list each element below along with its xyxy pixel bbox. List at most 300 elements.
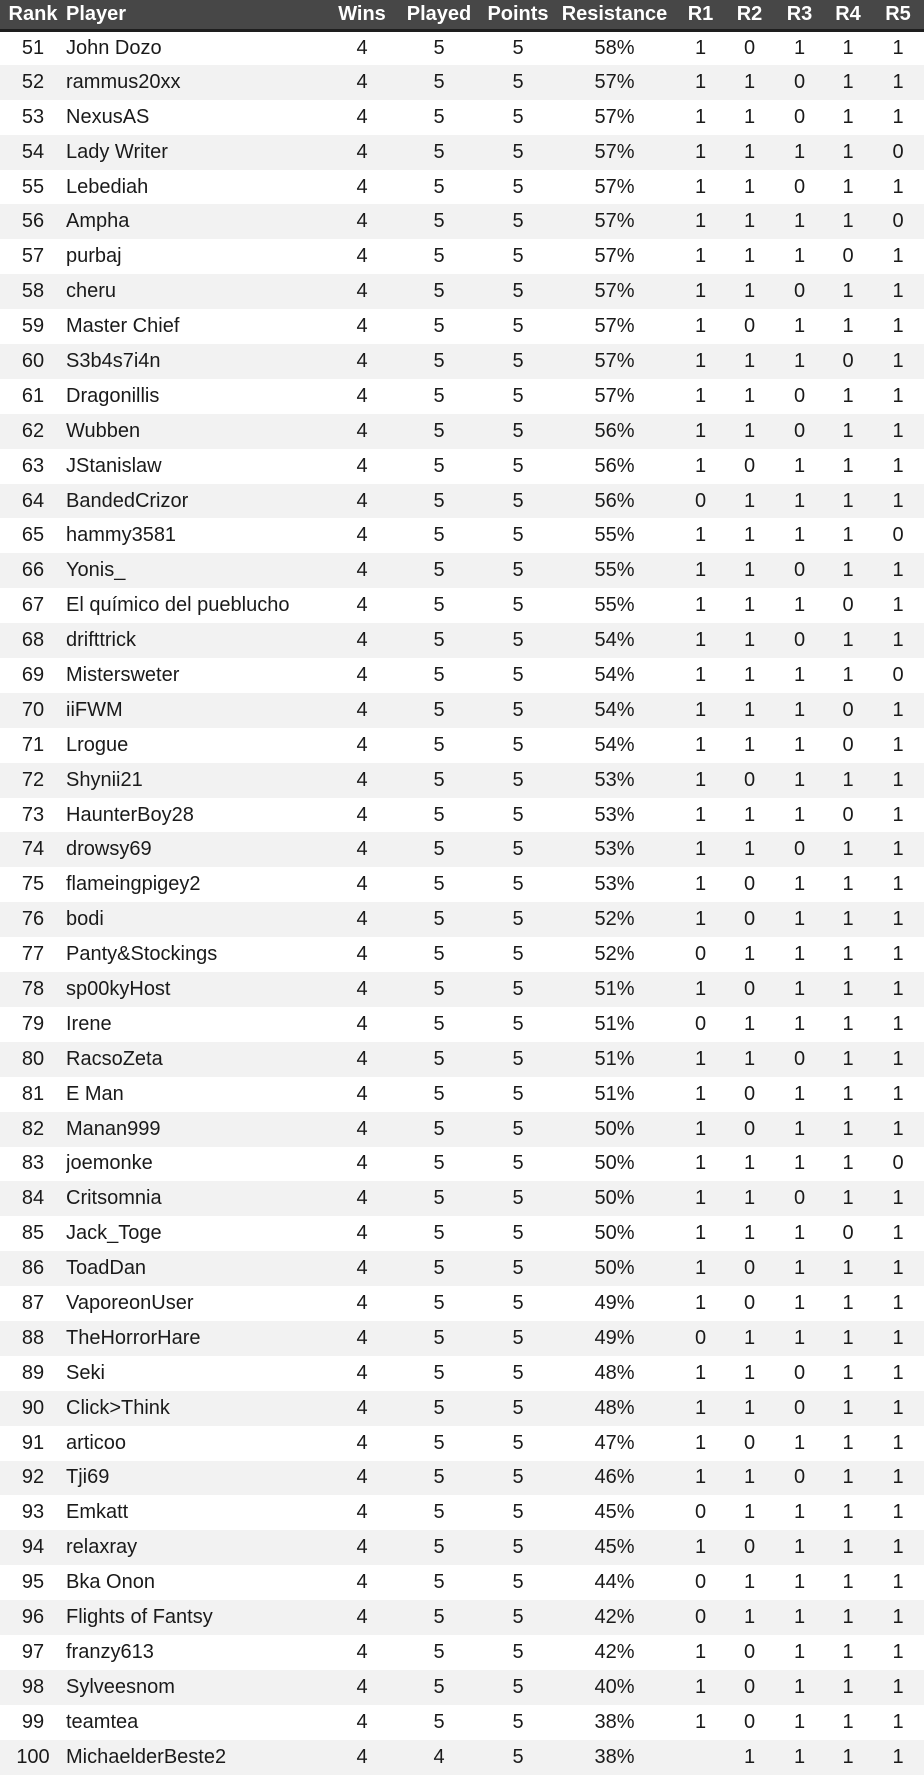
rank-cell: 70: [21, 698, 45, 721]
table-row: [0, 170, 924, 205]
points-cell: 5: [512, 698, 524, 721]
r1-cell: 1: [694, 1640, 707, 1663]
header-wins[interactable]: Wins: [338, 2, 386, 25]
played-cell: 5: [433, 733, 445, 756]
r1-cell: 1: [694, 105, 707, 128]
played-cell: 5: [433, 1396, 445, 1419]
r3-cell: 1: [793, 977, 806, 1000]
player-cell: Seki: [66, 1361, 105, 1384]
player-cell: iiFWM: [66, 698, 123, 721]
wins-cell: 4: [356, 768, 368, 791]
r2-cell: 1: [743, 349, 756, 372]
r1-cell: 1: [694, 1152, 707, 1175]
r4-cell: 1: [842, 977, 854, 1000]
r3-cell: 1: [793, 1745, 806, 1768]
points-cell: 5: [512, 1222, 524, 1245]
r1-cell: 1: [694, 977, 707, 1000]
wins-cell: 4: [356, 36, 368, 59]
resistance-cell: 57%: [594, 175, 635, 198]
wins-cell: 4: [356, 559, 368, 582]
resistance-cell: 49%: [594, 1292, 635, 1314]
r2-cell: 1: [743, 175, 756, 198]
table-row: [0, 1007, 924, 1042]
r2-cell: 0: [743, 36, 756, 59]
r3-cell: 1: [793, 1082, 806, 1105]
rank-cell: 77: [21, 943, 45, 966]
wins-cell: 4: [356, 315, 368, 338]
played-cell: 5: [433, 1082, 445, 1105]
r5-cell: 1: [892, 559, 904, 582]
resistance-cell: 56%: [594, 489, 635, 512]
points-cell: 5: [512, 1257, 524, 1280]
r2-cell: 1: [743, 384, 756, 407]
header-r1[interactable]: R1: [687, 2, 714, 25]
points-cell: 5: [512, 384, 524, 407]
r1-cell: 1: [694, 1082, 707, 1105]
r5-cell: 0: [892, 140, 904, 163]
r1-cell: 1: [694, 524, 707, 547]
r4-cell: 1: [842, 838, 854, 861]
r1-cell: 0: [694, 1501, 707, 1524]
player-cell: franzy613: [66, 1640, 154, 1663]
r4-cell: 0: [842, 245, 854, 268]
played-cell: 5: [433, 419, 445, 442]
player-cell: NexusAS: [66, 105, 150, 128]
wins-cell: 4: [356, 70, 368, 93]
table-row: [0, 588, 924, 623]
r2-cell: 1: [743, 1571, 756, 1594]
points-cell: 5: [512, 908, 524, 931]
r5-cell: 1: [892, 1571, 904, 1594]
table-row: [0, 1251, 924, 1286]
player-cell: drowsy69: [66, 838, 152, 861]
r4-cell: 1: [842, 1745, 854, 1768]
played-cell: 5: [433, 977, 445, 1000]
table-row: [0, 553, 924, 588]
r1-cell: 1: [694, 36, 707, 59]
wins-cell: 4: [356, 105, 368, 128]
r2-cell: 0: [743, 1710, 756, 1733]
resistance-cell: 49%: [594, 1326, 635, 1349]
r1-cell: 0: [694, 1326, 707, 1349]
r1-cell: 1: [694, 1047, 707, 1070]
table-row: [0, 1495, 924, 1530]
player-cell: relaxray: [66, 1536, 138, 1559]
r4-cell: 0: [842, 349, 854, 372]
rank-cell: 72: [21, 768, 45, 791]
table-row: [0, 135, 924, 170]
wins-cell: 4: [356, 1710, 368, 1733]
r2-cell: 1: [743, 629, 756, 652]
r2-cell: 1: [743, 1047, 756, 1070]
player-cell: BandedCrizor: [66, 489, 189, 512]
r1-cell: 1: [694, 1222, 707, 1245]
points-cell: 5: [512, 1710, 524, 1733]
table-row: [0, 972, 924, 1007]
player-cell: VaporeonUser: [66, 1292, 194, 1314]
played-cell: 5: [433, 489, 445, 512]
r2-cell: 1: [743, 489, 756, 512]
r5-cell: 1: [892, 943, 904, 966]
r5-cell: 1: [892, 1361, 904, 1384]
r1-cell: 1: [694, 1466, 707, 1489]
points-cell: 5: [512, 768, 524, 791]
rank-cell: 55: [21, 175, 45, 198]
played-cell: 5: [433, 873, 445, 896]
table-row: [0, 902, 924, 937]
r3-cell: 0: [793, 559, 806, 582]
r3-cell: 1: [793, 315, 806, 338]
rank-cell: 63: [21, 454, 45, 477]
rank-cell: 80: [21, 1047, 45, 1070]
rank-cell: 57: [21, 245, 45, 268]
r5-cell: 1: [892, 977, 904, 1000]
player-cell: Ampha: [66, 210, 130, 233]
resistance-cell: 58%: [594, 36, 635, 59]
r4-cell: 1: [842, 1047, 854, 1070]
played-cell: 5: [433, 1536, 445, 1559]
r2-cell: 1: [743, 210, 756, 233]
resistance-cell: 45%: [594, 1536, 635, 1559]
table-row: [0, 100, 924, 135]
r4-cell: 1: [842, 210, 854, 233]
played-cell: 5: [433, 524, 445, 547]
table-row: [0, 1286, 924, 1321]
r1-cell: 1: [694, 838, 707, 861]
r2-cell: 1: [743, 803, 756, 826]
r4-cell: 1: [842, 1292, 854, 1314]
r4-cell: 1: [842, 105, 854, 128]
points-cell: 5: [512, 1640, 524, 1663]
r2-cell: 1: [743, 1152, 756, 1175]
r2-cell: 1: [743, 698, 756, 721]
r3-cell: 1: [793, 943, 806, 966]
r2-cell: 0: [743, 977, 756, 1000]
table-body: [0, 30, 924, 1775]
player-cell: John Dozo: [66, 36, 162, 59]
played-cell: 5: [433, 1361, 445, 1384]
r3-cell: 1: [793, 698, 806, 721]
r4-cell: 1: [842, 524, 854, 547]
resistance-cell: 48%: [594, 1396, 635, 1419]
r3-cell: 1: [793, 1431, 806, 1454]
table-row: [0, 344, 924, 379]
wins-cell: 4: [356, 419, 368, 442]
header-resistance[interactable]: Resistance: [561, 2, 668, 25]
r5-cell: 1: [892, 1047, 904, 1070]
player-cell: drifttrick: [66, 629, 136, 652]
r1-cell: 0: [694, 943, 707, 966]
table-header: [0, 0, 924, 30]
r4-cell: 1: [842, 1152, 854, 1175]
player-cell: Lebediah: [66, 175, 149, 198]
r4-cell: 1: [842, 36, 854, 59]
rank-cell: 74: [21, 838, 45, 861]
points-cell: 5: [512, 629, 524, 652]
points-cell: 5: [512, 1152, 524, 1175]
player-cell: TheHorrorHare: [66, 1326, 201, 1349]
r5-cell: 1: [892, 1396, 904, 1419]
table-row: [0, 204, 924, 239]
r1-cell: [677, 1740, 724, 1775]
r4-cell: 0: [842, 698, 854, 721]
r1-cell: 1: [694, 1536, 707, 1559]
r3-cell: 1: [793, 1501, 806, 1524]
r5-cell: 1: [892, 1501, 904, 1524]
played-cell: 4: [433, 1745, 445, 1768]
played-cell: 5: [433, 1640, 445, 1663]
rank-cell: 73: [21, 803, 45, 826]
played-cell: 5: [433, 140, 445, 163]
points-cell: 5: [512, 140, 524, 163]
r4-cell: 1: [842, 1396, 854, 1419]
player-cell: joemonke: [66, 1152, 153, 1175]
player-cell: Dragonillis: [66, 384, 160, 407]
rank-cell: 79: [21, 1012, 45, 1035]
player-cell: Wubben: [66, 419, 141, 442]
table-row: [0, 1077, 924, 1112]
r4-cell: 1: [842, 629, 854, 652]
rank-cell: 61: [21, 384, 45, 407]
points-cell: 5: [512, 1047, 524, 1070]
played-cell: 5: [433, 1012, 445, 1035]
rank-cell: 76: [21, 908, 45, 931]
player-cell: Lrogue: [66, 733, 129, 756]
resistance-cell: 54%: [594, 698, 635, 721]
player-cell: purbaj: [66, 245, 122, 268]
r2-cell: 0: [743, 315, 756, 338]
rank-cell: 78: [21, 977, 45, 1000]
resistance-cell: 51%: [594, 1012, 635, 1035]
r5-cell: 0: [892, 663, 904, 686]
wins-cell: 4: [356, 1501, 368, 1524]
wins-cell: 4: [356, 349, 368, 372]
player-cell: Master Chief: [66, 315, 180, 338]
r3-cell: 1: [793, 1606, 806, 1629]
played-cell: 5: [433, 663, 445, 686]
points-cell: 5: [512, 1571, 524, 1594]
resistance-cell: 42%: [594, 1606, 635, 1629]
r4-cell: 1: [842, 1012, 854, 1035]
r5-cell: 1: [892, 315, 904, 338]
r5-cell: 1: [892, 1187, 904, 1210]
wins-cell: 4: [356, 838, 368, 861]
points-cell: 5: [512, 280, 524, 303]
points-cell: 5: [512, 1536, 524, 1559]
rank-cell: 71: [21, 733, 45, 756]
r2-cell: 1: [743, 1396, 756, 1419]
r1-cell: 1: [694, 1292, 707, 1314]
table-row: [0, 1635, 924, 1670]
played-cell: 5: [433, 698, 445, 721]
points-cell: 5: [512, 419, 524, 442]
r4-cell: 1: [842, 140, 854, 163]
rank-cell: 81: [21, 1082, 45, 1105]
table-row: [0, 1600, 924, 1635]
r2-cell: 0: [743, 1292, 756, 1314]
table-row: [0, 1740, 924, 1775]
points-cell: 5: [512, 1012, 524, 1035]
table-row: [0, 1565, 924, 1600]
table-row: [0, 309, 924, 344]
r2-cell: 1: [743, 70, 756, 93]
points-cell: 5: [512, 454, 524, 477]
rank-cell: 86: [21, 1257, 45, 1280]
resistance-cell: 51%: [594, 1082, 635, 1105]
rank-cell: 96: [21, 1606, 45, 1629]
points-cell: 5: [512, 70, 524, 93]
r2-cell: 1: [743, 1501, 756, 1524]
r3-cell: 1: [793, 1536, 806, 1559]
resistance-cell: 55%: [594, 594, 635, 617]
r2-cell: 0: [743, 1536, 756, 1559]
player-cell: articoo: [66, 1431, 127, 1454]
resistance-cell: 57%: [594, 384, 635, 407]
rank-cell: 85: [21, 1222, 45, 1245]
wins-cell: 4: [356, 1466, 368, 1489]
r3-cell: 0: [793, 384, 806, 407]
resistance-cell: 56%: [594, 454, 635, 477]
table-row: [0, 937, 924, 972]
points-cell: 5: [512, 1187, 524, 1210]
player-cell: E Man: [66, 1082, 124, 1105]
table-row: [0, 518, 924, 553]
r2-cell: 1: [743, 105, 756, 128]
header-rank[interactable]: Rank: [8, 2, 58, 25]
player-cell: Emkatt: [66, 1501, 129, 1524]
r3-cell: 1: [793, 1012, 806, 1035]
rank-cell: 65: [21, 524, 45, 547]
player-cell: Click>Think: [66, 1396, 170, 1419]
r4-cell: 0: [842, 733, 854, 756]
r1-cell: 1: [694, 733, 707, 756]
player-cell: bodi: [66, 908, 104, 931]
r3-cell: 0: [793, 1187, 806, 1210]
wins-cell: 4: [356, 629, 368, 652]
wins-cell: 4: [356, 140, 368, 163]
resistance-cell: 57%: [594, 210, 635, 233]
r4-cell: 1: [842, 1675, 854, 1698]
header-r3[interactable]: R3: [786, 2, 813, 25]
rank-cell: 69: [21, 663, 45, 686]
wins-cell: 4: [356, 1012, 368, 1035]
r5-cell: 1: [892, 1082, 904, 1105]
r2-cell: 1: [743, 943, 756, 966]
points-cell: 5: [512, 663, 524, 686]
table-row: [0, 1321, 924, 1356]
rank-cell: 88: [21, 1326, 45, 1349]
r1-cell: 1: [694, 315, 707, 338]
header-r4[interactable]: R4: [835, 2, 861, 25]
points-cell: 5: [512, 594, 524, 617]
played-cell: 5: [433, 768, 445, 791]
played-cell: 5: [433, 105, 445, 128]
r2-cell: 0: [743, 1082, 756, 1105]
wins-cell: 4: [356, 1187, 368, 1210]
table-row: [0, 1426, 924, 1461]
r5-cell: 1: [892, 36, 904, 59]
r2-cell: 1: [743, 1222, 756, 1245]
r3-cell: 1: [793, 489, 806, 512]
r1-cell: 1: [694, 908, 707, 931]
r2-cell: 1: [743, 838, 756, 861]
wins-cell: 4: [356, 1257, 368, 1280]
rank-cell: 59: [21, 315, 45, 338]
header-player[interactable]: Player: [66, 2, 127, 25]
resistance-cell: 57%: [594, 105, 635, 128]
resistance-cell: 57%: [594, 315, 635, 338]
header-r5[interactable]: R5: [885, 2, 911, 25]
r1-cell: 1: [694, 559, 707, 582]
played-cell: 5: [433, 803, 445, 826]
wins-cell: 4: [356, 1082, 368, 1105]
header-r2[interactable]: R2: [736, 2, 763, 25]
r2-cell: 1: [743, 524, 756, 547]
player-cell: RacsoZeta: [66, 1047, 163, 1070]
table-row: [0, 1391, 924, 1426]
r2-cell: 0: [743, 1675, 756, 1698]
r5-cell: 1: [892, 1710, 904, 1733]
played-cell: 5: [433, 1222, 445, 1245]
player-cell: MichaelderBeste2: [66, 1745, 227, 1768]
r5-cell: 1: [892, 803, 904, 826]
header-played[interactable]: Played: [406, 2, 472, 25]
r4-cell: 1: [842, 315, 854, 338]
r1-cell: 1: [694, 419, 707, 442]
player-cell: Tji69: [66, 1466, 110, 1489]
wins-cell: 4: [356, 384, 368, 407]
r4-cell: 0: [842, 594, 854, 617]
played-cell: 5: [433, 943, 445, 966]
r2-cell: 1: [743, 419, 756, 442]
played-cell: 5: [433, 210, 445, 233]
table-row: [0, 728, 924, 763]
header-points[interactable]: Points: [487, 2, 549, 25]
r3-cell: 1: [793, 803, 806, 826]
player-cell: teamtea: [66, 1710, 139, 1733]
r5-cell: 1: [892, 175, 904, 198]
points-cell: 5: [512, 1361, 524, 1384]
r5-cell: 1: [892, 384, 904, 407]
points-cell: 5: [512, 873, 524, 896]
r3-cell: 1: [793, 1571, 806, 1594]
rank-cell: 87: [21, 1292, 45, 1314]
played-cell: 5: [433, 454, 445, 477]
r3-cell: 1: [793, 349, 806, 372]
r3-cell: 1: [793, 1326, 806, 1349]
points-cell: 5: [512, 1466, 524, 1489]
r1-cell: 1: [694, 1710, 707, 1733]
player-cell: Irene: [66, 1012, 112, 1035]
resistance-cell: 54%: [594, 663, 635, 686]
r3-cell: 0: [793, 1361, 806, 1384]
rank-cell: 90: [21, 1396, 45, 1419]
r5-cell: 1: [892, 1222, 904, 1245]
r1-cell: 1: [694, 663, 707, 686]
rank-cell: 100: [16, 1745, 50, 1768]
r2-cell: 1: [743, 594, 756, 617]
r1-cell: 1: [694, 1187, 707, 1210]
wins-cell: 4: [356, 1536, 368, 1559]
wins-cell: 4: [356, 175, 368, 198]
r1-cell: 1: [694, 349, 707, 372]
resistance-cell: 57%: [594, 140, 635, 163]
r5-cell: 1: [892, 733, 904, 756]
played-cell: 5: [433, 1152, 445, 1175]
player-cell: Critsomnia: [66, 1187, 162, 1210]
player-cell: Sylveesnom: [66, 1675, 175, 1698]
r3-cell: 1: [793, 768, 806, 791]
